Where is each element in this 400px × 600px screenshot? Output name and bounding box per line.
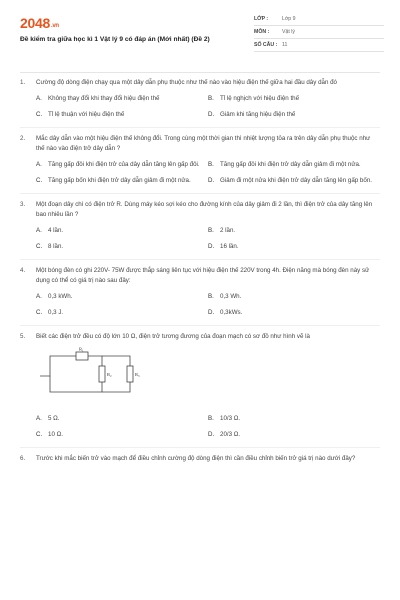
question-item bbox=[20, 134, 380, 186]
answer-option[interactable] bbox=[208, 242, 380, 252]
answer-option[interactable] bbox=[36, 226, 208, 236]
answer-options bbox=[36, 226, 380, 252]
option-letter: A. bbox=[36, 415, 42, 422]
resistor-r3 bbox=[127, 366, 133, 382]
question-stem bbox=[20, 134, 380, 154]
option-text: 5 Ω. bbox=[48, 415, 60, 422]
answer-option[interactable] bbox=[208, 430, 380, 440]
option-letter: D. bbox=[208, 111, 215, 118]
option-text: Giảm khi tăng hiệu điện thế bbox=[220, 111, 296, 118]
wire bbox=[102, 382, 130, 392]
option-letter: B. bbox=[208, 95, 214, 102]
meta-panel bbox=[254, 13, 384, 52]
question-number: 4. bbox=[20, 267, 26, 274]
circuit-diagram bbox=[36, 346, 156, 404]
option-letter: C. bbox=[36, 111, 43, 118]
option-text: Tỉ lệ thuận với hiệu điện thế bbox=[48, 111, 125, 118]
answer-option[interactable] bbox=[36, 160, 208, 170]
answer-option[interactable] bbox=[36, 430, 208, 440]
option-letter: D. bbox=[208, 309, 215, 316]
question-item bbox=[20, 454, 380, 464]
option-text: 8 lần. bbox=[48, 243, 64, 250]
option-letter: D. bbox=[208, 431, 215, 438]
answer-option[interactable] bbox=[36, 176, 208, 186]
answer-option[interactable] bbox=[208, 414, 380, 424]
answer-option[interactable] bbox=[36, 308, 208, 318]
question-text: Một đoạn dây chì có điện trở R. Dùng máy kéo sợi kéo cho đường kính của dây giảm đi 2 lần, thì điện trở của dây tăng lên bao nhiêu lần ? bbox=[36, 201, 373, 218]
option-letter: C. bbox=[36, 309, 43, 316]
question-divider bbox=[20, 325, 380, 326]
wire bbox=[102, 356, 130, 366]
question-item bbox=[20, 266, 380, 318]
option-text: 20/3 Ω. bbox=[220, 431, 241, 438]
option-text: 0,3kWs. bbox=[220, 309, 243, 316]
answer-option[interactable] bbox=[208, 292, 380, 302]
answer-options bbox=[36, 94, 380, 120]
option-text: 0,3 kWh. bbox=[48, 293, 73, 300]
question-divider bbox=[20, 193, 380, 194]
wire bbox=[40, 356, 102, 376]
option-letter: C. bbox=[36, 177, 43, 184]
question-text: Trước khi mắc biến trở vào mạch để điều chỉnh cường độ dòng điện thì cần điều chỉnh biến trở giá trị nào dưới đây? bbox=[36, 455, 356, 462]
question-stem bbox=[20, 200, 380, 220]
question-stem bbox=[20, 332, 380, 342]
meta-row-subject: MÔN : Vật lý bbox=[254, 26, 384, 39]
answer-option[interactable] bbox=[208, 110, 380, 120]
question-text: Mắc dây dẫn vào một hiệu điện thế không đổi. Trong cùng một thời gian thì nhiệt lượng tỏa ra trên dây dẫn phụ thuộc như thế nào vào điện trở dây dẫn ? bbox=[36, 135, 371, 152]
question-list bbox=[20, 78, 380, 464]
option-text: 4 lần. bbox=[48, 227, 64, 234]
option-text: 16 lần. bbox=[220, 243, 239, 250]
question-text: Cường độ dòng điện chạy qua một dây dẫn phụ thuộc như thế nào vào hiệu điện thế giữa hai đầu dây dẫn đó bbox=[36, 79, 337, 86]
meta-row-class: LỚP : Lớp 9 bbox=[254, 13, 384, 26]
resistor-label: R₁ bbox=[79, 346, 84, 352]
question-stem bbox=[20, 266, 380, 286]
answer-options bbox=[36, 292, 380, 318]
question-text: Một bóng đèn có ghi 220V- 75W được thắp sáng liên tục với hiệu điện thế 220V trong 4h. Điện năng mà bóng đèn này sử dụng có thể có giá trị nào sau đây: bbox=[36, 267, 370, 284]
answer-option[interactable] bbox=[36, 110, 208, 120]
question-number: 5. bbox=[20, 333, 26, 340]
answer-option[interactable] bbox=[36, 242, 208, 252]
option-letter: B. bbox=[208, 293, 214, 300]
option-letter: D. bbox=[208, 177, 215, 184]
answer-option[interactable] bbox=[208, 94, 380, 104]
question-divider bbox=[20, 259, 380, 260]
option-letter: A. bbox=[36, 293, 42, 300]
answer-option[interactable] bbox=[208, 226, 380, 236]
question-text: Biết các điện trở đều có độ lớn 10 Ω, điện trở tương đương của đoạn mạch có sơ đồ như hình vẽ là bbox=[36, 333, 310, 340]
option-text: Tăng gấp bốn khi điện trở dây dẫn giảm đi một nửa. bbox=[48, 177, 191, 184]
option-letter: A. bbox=[36, 227, 42, 234]
answer-option[interactable] bbox=[36, 292, 208, 302]
meta-row-count: SỐ CÂU : 11 bbox=[254, 39, 384, 52]
page-title: Đề kiểm tra giữa học kì 1 Vật lý 9 có đáp án (Mới nhất) (Đề 2) bbox=[20, 36, 210, 43]
question-stem bbox=[20, 454, 380, 464]
wire bbox=[50, 376, 102, 392]
question-divider bbox=[20, 127, 380, 128]
answer-options bbox=[36, 160, 380, 186]
option-text: Tỉ lệ nghịch với hiệu điện thế bbox=[220, 95, 300, 102]
resistor-label: R₃ bbox=[135, 372, 140, 377]
question-stem bbox=[20, 78, 380, 88]
question-number: 3. bbox=[20, 201, 26, 208]
answer-option[interactable] bbox=[208, 308, 380, 318]
option-text: 10/3 Ω. bbox=[220, 415, 241, 422]
question-number: 2. bbox=[20, 135, 26, 142]
answer-option[interactable] bbox=[36, 94, 208, 104]
option-text: 0,3 J. bbox=[48, 309, 64, 316]
option-letter: C. bbox=[36, 243, 43, 250]
resistor-r2 bbox=[99, 366, 105, 382]
answer-option[interactable] bbox=[208, 160, 380, 170]
option-letter: B. bbox=[208, 415, 214, 422]
page-header bbox=[0, 0, 400, 68]
option-letter: C. bbox=[36, 431, 43, 438]
option-letter: D. bbox=[208, 243, 215, 250]
option-text: 2 lần. bbox=[220, 227, 236, 234]
question-divider bbox=[20, 447, 380, 448]
option-letter: B. bbox=[208, 161, 214, 168]
resistor-r1 bbox=[76, 352, 88, 360]
option-text: Không thay đổi khi thay đổi hiệu điện thế bbox=[48, 95, 160, 102]
question-item bbox=[20, 78, 380, 120]
option-text: 10 Ω. bbox=[48, 431, 63, 438]
option-letter: A. bbox=[36, 95, 42, 102]
answer-options bbox=[36, 414, 380, 440]
option-text: Tăng gấp đôi khi điện trở của dây dẫn tăng lên gấp đôi. bbox=[48, 161, 200, 168]
site-logo[interactable]: 2048.vn bbox=[20, 15, 59, 31]
question-number: 6. bbox=[20, 455, 26, 462]
question-item bbox=[20, 200, 380, 252]
header-divider bbox=[20, 72, 380, 73]
question-number: 1. bbox=[20, 79, 26, 86]
question-item bbox=[20, 332, 380, 440]
option-text: 0,3 Wh. bbox=[220, 293, 242, 300]
option-text: Giảm đi một nửa khi điện trở dây dẫn tăng lên gấp bốn. bbox=[220, 177, 372, 184]
option-letter: B. bbox=[208, 227, 214, 234]
answer-option[interactable] bbox=[36, 414, 208, 424]
option-letter: A. bbox=[36, 161, 42, 168]
resistor-label: R₂ bbox=[107, 372, 112, 377]
option-text: Tăng gấp đôi khi điện trở dây dẫn giảm đi một nửa. bbox=[220, 161, 361, 168]
answer-option[interactable] bbox=[208, 176, 380, 186]
